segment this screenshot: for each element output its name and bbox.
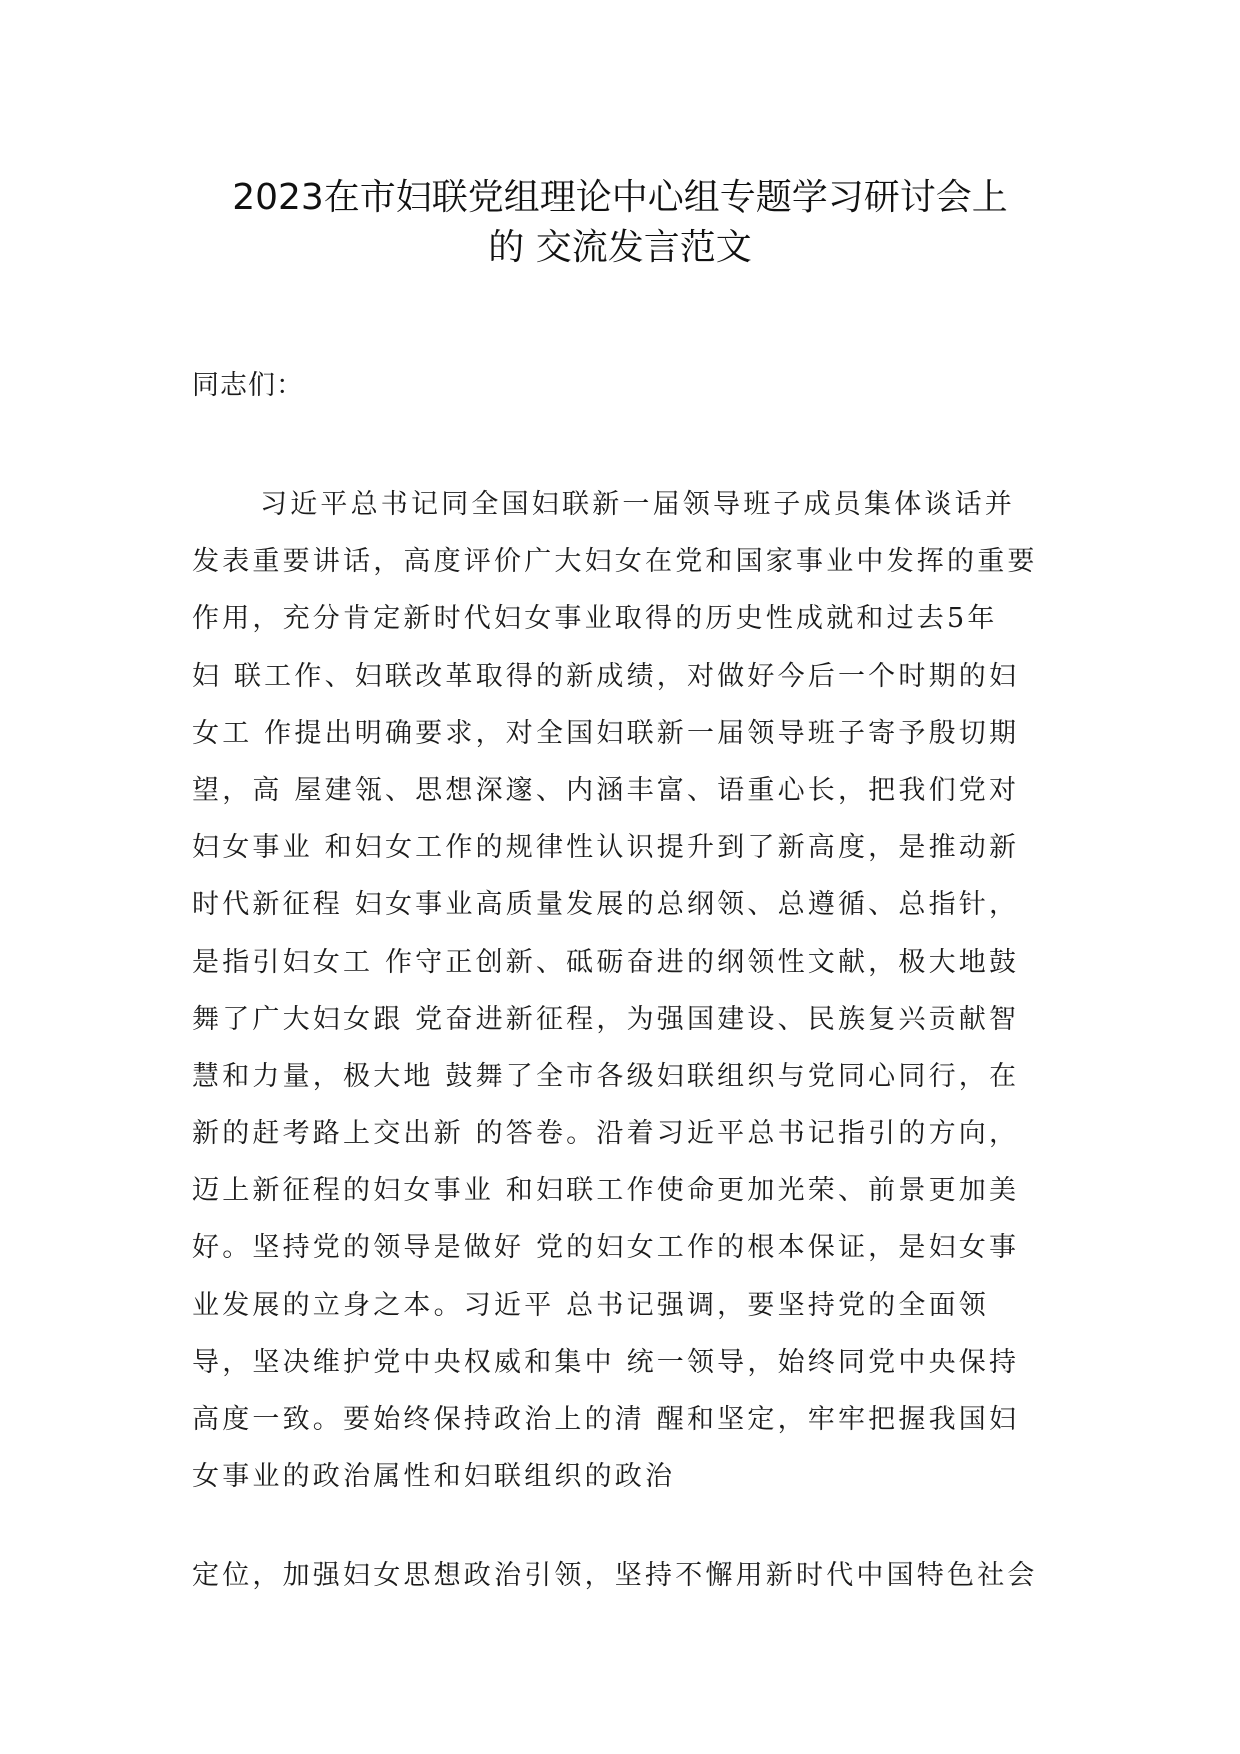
paragraph-line: 女事业的政治属性和妇联组织的政治 (192, 1461, 676, 1493)
paragraph-line: 时代新征程 妇女事业高质量发展的总纲领、总遵循、总指针， (192, 889, 1020, 921)
paragraph-line: 慧和力量，极大地 鼓舞了全市各级妇联组织与党同心同行，在 (192, 1060, 1020, 1092)
paragraph-line: 望，高 屋建瓴、思想深邃、内涵丰富、语重心长，把我们党对 (192, 774, 1020, 806)
document-title-line-1: 2023在市妇联党组理论中心组专题学习研讨会上 (232, 177, 1008, 218)
paragraph-line: 发表重要讲话，高度评价广大妇女在党和国家事业中发挥的重要 (192, 546, 1038, 578)
paragraph-line: 舞了广大妇女跟 党奋进新征程，为强国建设、民族复兴贡献智 (192, 1003, 1020, 1035)
document-title-line-2: 的 交流发言范文 (488, 227, 752, 268)
paragraph-line: 新的赶考路上交出新 的答卷。沿着习近平总书记指引的方向， (192, 1118, 1020, 1150)
paragraph-line: 习近平总书记同全国妇联新一届领导班子成员集体谈话并 (260, 489, 1015, 520)
continuation-line: 定位，加强妇女思想政治引领，坚持不懈用新时代中国特色社会 (192, 1560, 1038, 1591)
salutation: 同志们： (192, 370, 304, 401)
paragraph-line: 女工 作提出明确要求，对全国妇联新一届领导班子寄予殷切期 (192, 717, 1020, 749)
paragraph-line: 是指引妇女工 作守正创新、砥砺奋进的纲领性文献，极大地鼓 (192, 946, 1020, 978)
paragraph-line: 好。坚持党的领导是做好 党的妇女工作的根本保证，是妇女事 (192, 1232, 1020, 1264)
paragraph-line: 导，坚决维护党中央权威和集中 统一领导，始终同党中央保持 (192, 1346, 1020, 1378)
paragraph-line: 作用，充分肯定新时代妇女事业取得的历史性成就和过去5年 (192, 603, 998, 635)
body-paragraph (192, 476, 1052, 1505)
paragraph-line: 妇女事业 和妇女工作的规律性认识提升到了新高度，是推动新 (192, 832, 1020, 864)
paragraph-line: 妇 联工作、妇联改革取得的新成绩，对做好今后一个时期的妇 (192, 660, 1020, 692)
paragraph-line: 高度一致。要始终保持政治上的清 醒和坚定，牢牢把握我国妇 (192, 1404, 1020, 1435)
paragraph-line: 业发展的立身之本。习近平 总书记强调，要坚持党的全面领 (192, 1289, 989, 1321)
paragraph-line: 迈上新征程的妇女事业 和妇联工作使命更加光荣、前景更加美 (192, 1175, 1020, 1207)
